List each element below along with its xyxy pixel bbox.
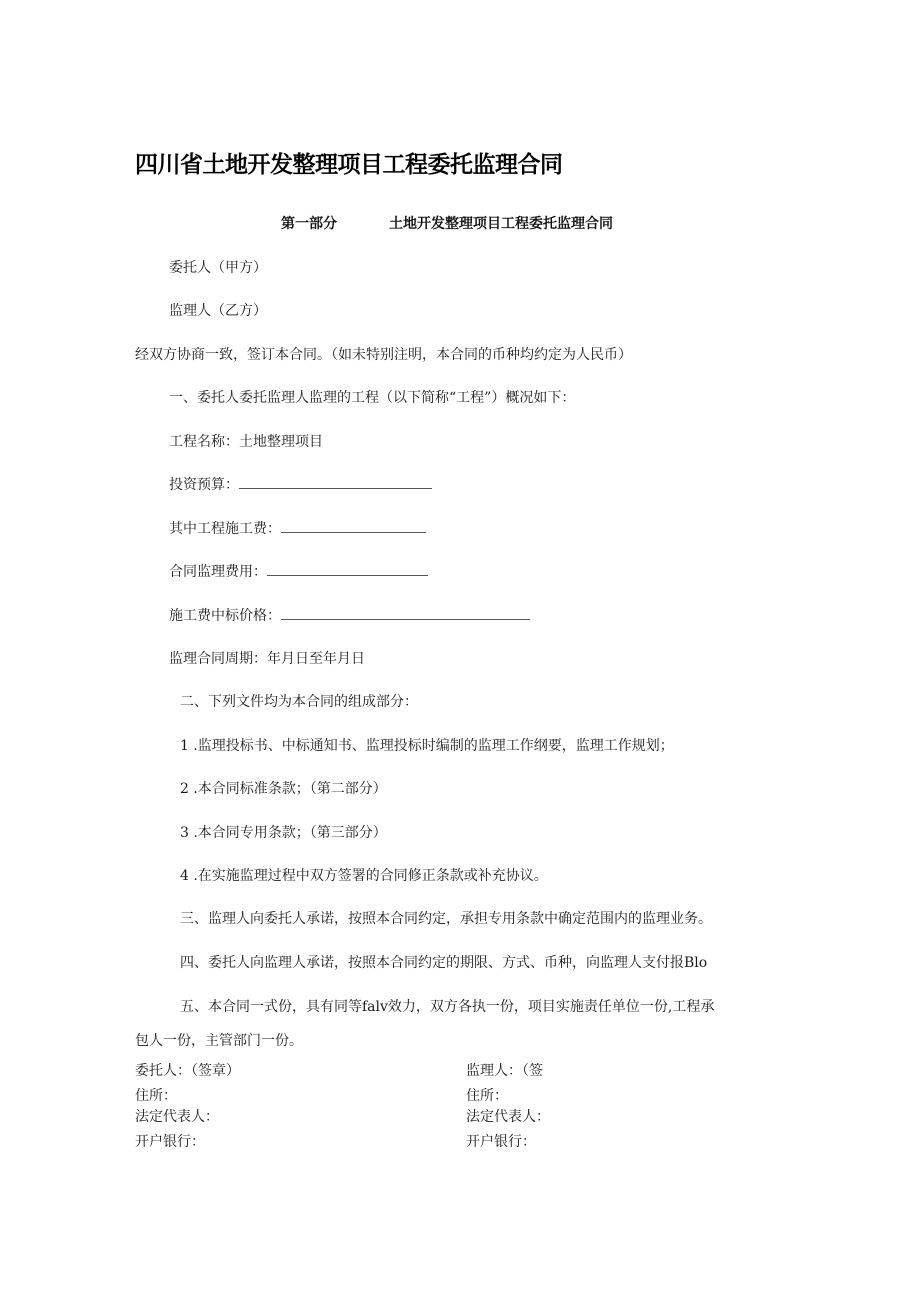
document-title: 四川省土地开发整理项目工程委托监理合同 [135, 152, 563, 178]
construction-fee-label: 其中工程施工费： [169, 521, 281, 537]
supervision-fee-label: 合同监理费用： [169, 564, 267, 580]
contract-period: 监理合同周期：年月日至年月日 [169, 651, 365, 667]
section-four: 四、委托人向监理人承诺，按照本合同约定的期限、方式、币种，向监理人支付报Blo [180, 955, 708, 971]
agreement-statement: 经双方协商一致，签订本合同。（如未特别注明，本合同的币种均约定为人民币） [135, 347, 632, 363]
document-item-4: 4 .在实施监理过程中双方签署的合同修正条款或补充协议。 [180, 868, 548, 884]
construction-fee-field [169, 518, 426, 538]
part-title: 土地开发整理项目工程委托监理合同 [389, 216, 613, 232]
section-two-heading: 二、下列文件均为本合同的组成部分： [180, 694, 418, 710]
document-item-1: 1 .监理投标书、中标通知书、监理投标时编制的监理工作纲要，监理工作规划； [180, 738, 674, 754]
construction-fee-blank[interactable] [281, 518, 426, 533]
supervisor-party: 监理人（乙方） [169, 303, 267, 319]
investment-budget-field [169, 474, 432, 494]
section-five-line-2: 包人一份，主管部门一份。 [135, 1033, 303, 1049]
section-five-line-1: 五、本合同一式份，具有同等falv效力，双方各执一份，项目实施责任单位一份,工程承 [180, 999, 715, 1015]
supervisor-address-label: 住所： [466, 1088, 508, 1104]
principal-legal-rep-label: 法定代表人： [135, 1109, 219, 1125]
principal-party: 委托人（甲方） [169, 260, 267, 276]
part-label: 第一部分 [281, 216, 337, 232]
document-item-2: 2 .本合同标准条款；（第二部分） [180, 781, 387, 797]
document-item-3: 3 .本合同专用条款；（第三部分） [180, 825, 387, 841]
project-name-label: 工程名称： [169, 434, 239, 450]
section-one-heading: 一、委托人委托监理人监理的工程（以下简称“工程”）概况如下： [169, 390, 576, 406]
principal-bank-label: 开户银行： [135, 1134, 205, 1150]
project-name-field [169, 431, 323, 451]
investment-budget-blank[interactable] [239, 474, 432, 489]
supervision-fee-blank[interactable] [267, 561, 428, 576]
principal-signature-label: 委托人：（签章） [135, 1063, 240, 1079]
supervisor-signature-label: 监理人：（签 [466, 1063, 543, 1079]
section-three: 三、监理人向委托人承诺，按照本合同约定，承担专用条款中确定范围内的监理业务。 [180, 911, 712, 927]
bid-price-label: 施工费中标价格： [169, 608, 281, 624]
bid-price-blank[interactable] [281, 605, 530, 620]
principal-address-label: 住所： [135, 1088, 177, 1104]
investment-budget-label: 投资预算： [169, 477, 239, 493]
supervision-fee-field [169, 561, 428, 581]
project-name-value: 土地整理项目 [239, 434, 323, 450]
supervisor-legal-rep-label: 法定代表人： [466, 1109, 550, 1125]
supervisor-bank-label: 开户银行： [466, 1134, 536, 1150]
bid-price-field [169, 605, 530, 625]
